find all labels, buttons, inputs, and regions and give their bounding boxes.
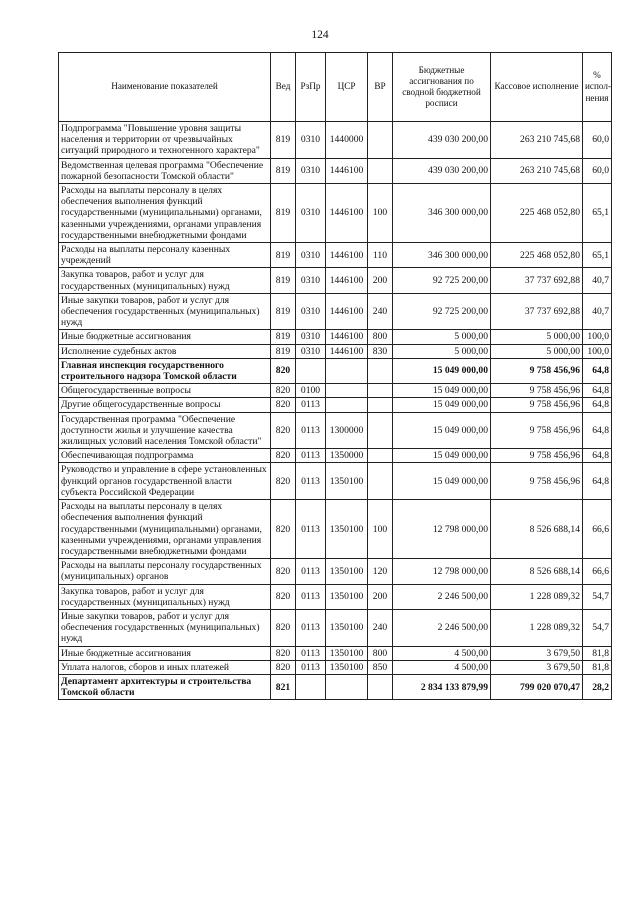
cell-csr: 1350100 (326, 609, 368, 646)
cell-ved: 819 (271, 268, 296, 293)
header-rzpr: РзПр (296, 53, 326, 122)
cell-execution-percent: 54,7 (583, 584, 612, 609)
cell-csr (326, 358, 368, 383)
cell-cash-execution: 263 210 745,68 (491, 158, 583, 183)
table-row (59, 584, 612, 609)
cell-cash-execution: 799 020 070,47 (491, 674, 583, 699)
cell-csr: 1446100 (326, 268, 368, 293)
cell-assignments: 2 246 500,00 (393, 584, 491, 609)
cell-rzpr: 0310 (296, 268, 326, 293)
table-row (59, 463, 612, 500)
cell-vr: 100 (368, 184, 393, 243)
cell-csr: 1350000 (326, 449, 368, 463)
cell-ved: 820 (271, 500, 296, 559)
cell-cash-execution: 225 468 052,80 (491, 184, 583, 243)
cell-assignments: 15 049 000,00 (393, 358, 491, 383)
header-cash-execution: Кассовое исполнение (491, 53, 583, 122)
cell-csr (326, 674, 368, 699)
cell-name: Подпрограмма "Повышение уровня защиты населения и территории от чрезвычайных ситуаций природного и техногенного характера" (59, 122, 271, 159)
cell-rzpr: 0113 (296, 398, 326, 412)
cell-rzpr (296, 674, 326, 699)
cell-assignments: 346 300 000,00 (393, 243, 491, 268)
cell-assignments: 439 030 200,00 (393, 122, 491, 159)
table-row (59, 398, 612, 412)
cell-execution-percent: 40,7 (583, 268, 612, 293)
cell-vr: 830 (368, 344, 393, 358)
budget-execution-table (58, 52, 612, 700)
cell-ved: 819 (271, 158, 296, 183)
cell-assignments: 15 049 000,00 (393, 398, 491, 412)
table-body (59, 122, 612, 700)
cell-csr: 1350100 (326, 660, 368, 674)
cell-name: Уплата налогов, сборов и иных платежей (59, 660, 271, 674)
cell-name: Ведомственная целевая программа "Обеспечение пожарной безопасности Томской области" (59, 158, 271, 183)
cell-name: Расходы на выплаты персоналу в целях обеспечения выполнения функций государственными (муниципальными) органами, казенными учреждениями, органами управления государственными внебюджетными фондами (59, 184, 271, 243)
cell-execution-percent: 64,8 (583, 358, 612, 383)
cell-assignments: 4 500,00 (393, 646, 491, 660)
cell-execution-percent: 65,1 (583, 243, 612, 268)
cell-cash-execution: 9 758 456,96 (491, 449, 583, 463)
cell-vr: 240 (368, 609, 393, 646)
header-name: Наименование показателей (59, 53, 271, 122)
cell-execution-percent: 65,1 (583, 184, 612, 243)
cell-cash-execution: 3 679,50 (491, 646, 583, 660)
cell-name: Иные закупки товаров, работ и услуг для обеспечения государственных (муниципальных) нужд (59, 609, 271, 646)
cell-csr: 1350100 (326, 500, 368, 559)
cell-assignments: 15 049 000,00 (393, 449, 491, 463)
page-number: 124 (311, 29, 329, 41)
cell-rzpr: 0310 (296, 243, 326, 268)
cell-name: Расходы на выплаты персоналу государственных (муниципальных) органов (59, 559, 271, 584)
cell-vr (368, 674, 393, 699)
cell-vr (368, 358, 393, 383)
cell-execution-percent: 60,0 (583, 158, 612, 183)
cell-execution-percent: 64,8 (583, 398, 612, 412)
table-header-row (59, 53, 612, 122)
cell-execution-percent: 28,2 (583, 674, 612, 699)
cell-rzpr: 0113 (296, 584, 326, 609)
cell-csr: 1350100 (326, 584, 368, 609)
cell-execution-percent: 64,8 (583, 463, 612, 500)
cell-assignments: 5 000,00 (393, 330, 491, 344)
cell-ved: 820 (271, 646, 296, 660)
cell-assignments: 12 798 000,00 (393, 500, 491, 559)
header-ved: Вед (271, 53, 296, 122)
cell-rzpr: 0113 (296, 500, 326, 559)
cell-assignments: 12 798 000,00 (393, 559, 491, 584)
cell-cash-execution: 9 758 456,96 (491, 358, 583, 383)
cell-name: Расходы на выплаты персоналу в целях обеспечения выполнения функций государственными (муниципальными) органами, казенными учреждениями, органами управления государственными внебюджетными фондами (59, 500, 271, 559)
cell-name: Закупка товаров, работ и услуг для государственных (муниципальных) нужд (59, 584, 271, 609)
cell-assignments: 92 725 200,00 (393, 293, 491, 330)
cell-name: Департамент архитектуры и строительства Томской области (59, 674, 271, 699)
cell-rzpr: 0113 (296, 660, 326, 674)
table-row (59, 243, 612, 268)
cell-name: Иные закупки товаров, работ и услуг для обеспечения государственных (муниципальных) нужд (59, 293, 271, 330)
cell-assignments: 15 049 000,00 (393, 463, 491, 500)
table-row (59, 330, 612, 344)
table-row (59, 660, 612, 674)
cell-cash-execution: 5 000,00 (491, 330, 583, 344)
cell-execution-percent: 64,8 (583, 412, 612, 449)
header-vr: ВР (368, 53, 393, 122)
cell-ved: 819 (271, 330, 296, 344)
cell-ved: 820 (271, 463, 296, 500)
table-row (59, 122, 612, 159)
cell-ved: 819 (271, 243, 296, 268)
cell-assignments: 346 300 000,00 (393, 184, 491, 243)
cell-name: Другие общегосударственные вопросы (59, 398, 271, 412)
cell-ved: 819 (271, 122, 296, 159)
cell-csr: 1446100 (326, 344, 368, 358)
cell-assignments: 15 049 000,00 (393, 412, 491, 449)
cell-rzpr: 0310 (296, 344, 326, 358)
cell-csr: 1440000 (326, 122, 368, 159)
cell-ved: 820 (271, 358, 296, 383)
table-row (59, 293, 612, 330)
cell-csr: 1446100 (326, 330, 368, 344)
cell-cash-execution: 5 000,00 (491, 344, 583, 358)
table-row (59, 268, 612, 293)
table-row (59, 449, 612, 463)
cell-name: Государственная программа "Обеспечение доступности жилья и улучшение качества жилищных условий населения Томской области" (59, 412, 271, 449)
cell-name: Расходы на выплаты персоналу казенных учреждений (59, 243, 271, 268)
cell-cash-execution: 37 737 692,88 (491, 268, 583, 293)
cell-cash-execution: 3 679,50 (491, 660, 583, 674)
cell-name: Иные бюджетные ассигнования (59, 646, 271, 660)
cell-name: Закупка товаров, работ и услуг для государственных (муниципальных) нужд (59, 268, 271, 293)
cell-csr: 1350100 (326, 463, 368, 500)
cell-execution-percent: 66,6 (583, 559, 612, 584)
cell-vr: 800 (368, 646, 393, 660)
cell-cash-execution: 8 526 688,14 (491, 559, 583, 584)
cell-cash-execution: 8 526 688,14 (491, 500, 583, 559)
cell-rzpr: 0310 (296, 184, 326, 243)
cell-rzpr: 0310 (296, 122, 326, 159)
cell-rzpr: 0113 (296, 412, 326, 449)
cell-name: Иные бюджетные ассигнования (59, 330, 271, 344)
cell-vr (368, 412, 393, 449)
cell-csr (326, 384, 368, 398)
cell-name: Общегосударственные вопросы (59, 384, 271, 398)
table-row (59, 412, 612, 449)
cell-ved: 819 (271, 293, 296, 330)
cell-ved: 820 (271, 609, 296, 646)
cell-ved: 819 (271, 344, 296, 358)
cell-vr: 850 (368, 660, 393, 674)
cell-execution-percent: 54,7 (583, 609, 612, 646)
cell-csr: 1446100 (326, 158, 368, 183)
cell-ved: 820 (271, 584, 296, 609)
cell-ved: 820 (271, 384, 296, 398)
cell-assignments: 15 049 000,00 (393, 384, 491, 398)
table-row (59, 358, 612, 383)
cell-rzpr: 0310 (296, 293, 326, 330)
cell-ved: 820 (271, 412, 296, 449)
cell-ved: 820 (271, 398, 296, 412)
cell-cash-execution: 263 210 745,68 (491, 122, 583, 159)
cell-execution-percent: 64,8 (583, 449, 612, 463)
cell-vr: 100 (368, 500, 393, 559)
cell-execution-percent: 66,6 (583, 500, 612, 559)
cell-cash-execution: 9 758 456,96 (491, 398, 583, 412)
header-assignments: Бюджетные ассигнования по сводной бюджетной росписи (393, 53, 491, 122)
table-row (59, 184, 612, 243)
cell-csr: 1350100 (326, 559, 368, 584)
cell-csr: 1350100 (326, 646, 368, 660)
cell-name: Руководство и управление в сфере установленных функций органов государственной власти субъекта Российской Федерации (59, 463, 271, 500)
table-row (59, 674, 612, 699)
table-row (59, 384, 612, 398)
cell-cash-execution: 225 468 052,80 (491, 243, 583, 268)
cell-cash-execution: 9 758 456,96 (491, 412, 583, 449)
cell-rzpr (296, 358, 326, 383)
cell-csr: 1446100 (326, 293, 368, 330)
cell-vr (368, 463, 393, 500)
cell-execution-percent: 81,8 (583, 660, 612, 674)
cell-vr: 200 (368, 268, 393, 293)
table-row (59, 344, 612, 358)
cell-cash-execution: 1 228 089,32 (491, 609, 583, 646)
cell-rzpr: 0100 (296, 384, 326, 398)
cell-vr (368, 384, 393, 398)
cell-ved: 820 (271, 559, 296, 584)
cell-assignments: 92 725 200,00 (393, 268, 491, 293)
cell-rzpr: 0113 (296, 646, 326, 660)
cell-rzpr: 0113 (296, 463, 326, 500)
cell-vr: 200 (368, 584, 393, 609)
cell-assignments: 439 030 200,00 (393, 158, 491, 183)
cell-ved: 821 (271, 674, 296, 699)
cell-name: Исполнение судебных актов (59, 344, 271, 358)
header-execution-percent: % испол-нения (583, 53, 612, 122)
header-csr: ЦСР (326, 53, 368, 122)
cell-ved: 819 (271, 184, 296, 243)
cell-rzpr: 0113 (296, 609, 326, 646)
cell-csr (326, 398, 368, 412)
cell-cash-execution: 9 758 456,96 (491, 384, 583, 398)
cell-rzpr: 0310 (296, 330, 326, 344)
cell-csr: 1446100 (326, 184, 368, 243)
cell-ved: 820 (271, 449, 296, 463)
cell-csr: 1446100 (326, 243, 368, 268)
table-row (59, 646, 612, 660)
cell-execution-percent: 40,7 (583, 293, 612, 330)
table-row (59, 609, 612, 646)
cell-vr (368, 122, 393, 159)
cell-cash-execution: 9 758 456,96 (491, 463, 583, 500)
cell-vr (368, 398, 393, 412)
cell-vr: 110 (368, 243, 393, 268)
cell-execution-percent: 60,0 (583, 122, 612, 159)
cell-assignments: 2 834 133 879,99 (393, 674, 491, 699)
cell-vr (368, 158, 393, 183)
cell-rzpr: 0113 (296, 559, 326, 584)
cell-vr: 240 (368, 293, 393, 330)
cell-vr: 800 (368, 330, 393, 344)
cell-execution-percent: 81,8 (583, 646, 612, 660)
cell-csr: 1300000 (326, 412, 368, 449)
cell-assignments: 4 500,00 (393, 660, 491, 674)
cell-execution-percent: 100,0 (583, 330, 612, 344)
cell-vr (368, 449, 393, 463)
cell-cash-execution: 1 228 089,32 (491, 584, 583, 609)
cell-assignments: 2 246 500,00 (393, 609, 491, 646)
cell-assignments: 5 000,00 (393, 344, 491, 358)
table-row (59, 158, 612, 183)
table-row (59, 500, 612, 559)
cell-execution-percent: 100,0 (583, 344, 612, 358)
cell-cash-execution: 37 737 692,88 (491, 293, 583, 330)
cell-rzpr: 0310 (296, 158, 326, 183)
cell-rzpr: 0113 (296, 449, 326, 463)
cell-execution-percent: 64,8 (583, 384, 612, 398)
cell-ved: 820 (271, 660, 296, 674)
cell-vr: 120 (368, 559, 393, 584)
cell-name: Главная инспекция государственного строительного надзора Томской области (59, 358, 271, 383)
cell-name: Обеспечивающая подпрограмма (59, 449, 271, 463)
table-row (59, 559, 612, 584)
